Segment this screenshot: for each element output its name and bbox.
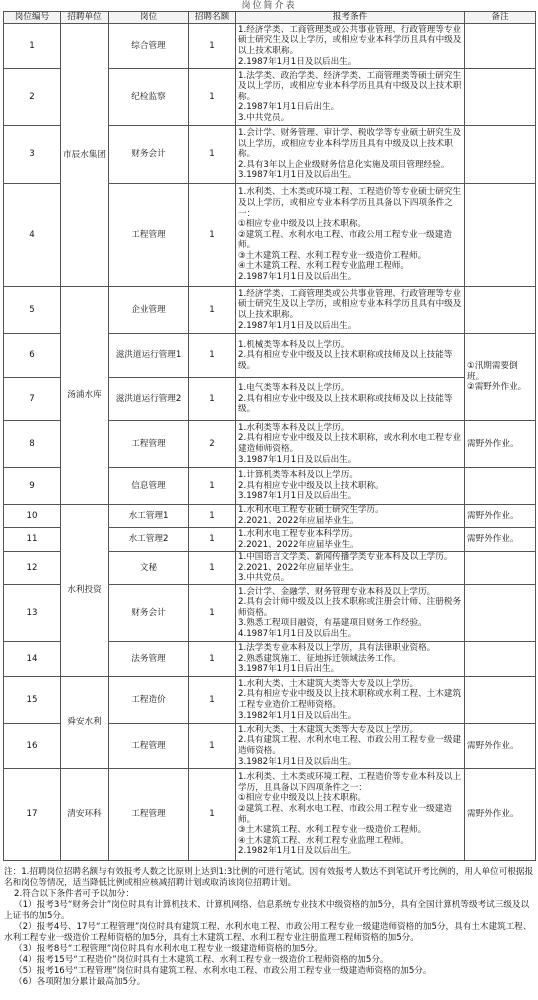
requirements: 1.中国语言文学类、新闻传播学类专业本科及以上学历。 2.2021、2022年应届毕业生。 3.中共党员。 <box>236 552 465 585</box>
remarks: 需野外作业。 <box>465 724 536 769</box>
post-id: 11 <box>4 528 61 552</box>
unit-cell: 舜安水利 <box>61 677 109 769</box>
post-name: 工程管理 <box>109 724 189 769</box>
remarks: 需野外作业。 <box>465 528 536 552</box>
table-row <box>4 287 536 334</box>
quota: 1 <box>189 552 236 585</box>
header-unit: 招聘单位 <box>61 12 109 24</box>
quota: 1 <box>189 378 236 421</box>
requirements: 1.法学类、政治学类、经济学类、工商管理类等硕士研究生及以上学历，或相应专业本科学历且具有中级及以上技术职称。 2.1987年1月1日后出生。 3.中共党员。 <box>236 69 465 126</box>
note-paragraph: 注：1.招聘岗位招聘名额与有效报考人数之比原则上达到1:3比例的可进行笔试。因有效报考人数达不到笔试开考比例的，用人单位可根据报名和岗位等情况，适当降低比例或相应核减招聘计划或取消该岗位招聘计划。 <box>4 867 534 888</box>
post-id: 16 <box>4 724 61 769</box>
post-name: 滋洪道运行管理2 <box>109 378 189 421</box>
requirements: 1.计算机类等本科及以上学历。 2.具有相应专业中级及以上技术职称。 3.1987年1月1日及以后出生。 <box>236 468 465 505</box>
post-name: 企业管理 <box>109 287 189 334</box>
post-name: 信息管理 <box>109 468 189 505</box>
post-name: 工程造价 <box>109 677 189 724</box>
post-id: 6 <box>4 334 61 378</box>
requirements: 1.水利类、土木类或环境工程、工程造价等专业硕士研究生及以上学历，或相应专业本科学历且具备以下四项条件之一： ①相应专业中级及以上技术职称。 ②建筑工程、水利水电工程、市政公用工程专业一级建造师。 ③土木建筑工程、水利工程专业一级造价工程师。 ④土木建筑工程、水利工程专业监理工程师。 2.1987年1月1日及以后出生。 <box>236 184 465 287</box>
remarks <box>465 287 536 334</box>
note-paragraph: （3）报考8号“工程管理”岗位时具有水利水电工程专业一级建造师资格的加5分。 <box>14 944 323 954</box>
post-name: 滋洪道运行管理1 <box>109 334 189 378</box>
post-id: 10 <box>4 505 61 528</box>
quota: 1 <box>189 724 236 769</box>
unit-cell: 清安环科 <box>61 769 109 861</box>
requirements: 1.会计学、金融学、财务管理专业本科及以上学历。 2.具有会计师中级及以上技术职称或注册会计师、注册税务师资格。 3.熟悉工程项目融资，有基建项目财务工作经验。 4.1987年1月1日及以后出生。 <box>236 585 465 642</box>
post-name: 文秘 <box>109 552 189 585</box>
table-row <box>4 677 536 724</box>
note-paragraph: （5）报考16号“工程管理”岗位时具有建筑工程、水利水电工程、市政公用工程专业一级建造师资格的加5分。 <box>14 966 432 976</box>
requirements: 1.水利类等本科及以上学历。 2.具有相应专业中级及以上技术职称，或水利水电工程专业建造师师资格。 3.1987年1月1日及以后出生。 <box>236 421 465 468</box>
remarks <box>465 184 536 287</box>
quota: 1 <box>189 126 236 184</box>
remarks <box>465 468 536 505</box>
header-remarks: 备注 <box>465 12 536 24</box>
requirements: 1.经济学类、工商管理类或公共事业管理、行政管理等专业硕士研究生及以上学历，或相应专业本科学历且具有中级及以上技术职称。 2.1987年1月1日及以后出生。 <box>236 287 465 334</box>
remarks <box>465 677 536 724</box>
quota: 1 <box>189 334 236 378</box>
quota: 2 <box>189 421 236 468</box>
post-name: 水工管理2 <box>109 528 189 552</box>
requirements: 1.电气类等本科及以上学历。 2.具有相应专业中级及以上技术职称或技师及以上技能等级。 <box>236 378 465 421</box>
note-paragraph: （2）报考4号、17号“工程管理”岗位时具有建筑工程、水利水电工程、市政公用工程专业一级建造师资格的加5分，具有土木建筑工程、水利工程专业一级造价工程师资格的加5分，具有土木建筑工程、水利工程专业注册监理工程师资格的加5分。 <box>4 922 532 943</box>
note-paragraph: （4）报考15号“工程造价”岗位时具有土木建筑工程、水利工程专业一级造价工程师资格的加5分。 <box>14 955 389 965</box>
post-id: 13 <box>4 585 61 642</box>
post-name: 法务管理 <box>109 642 189 677</box>
post-id: 5 <box>4 287 61 334</box>
post-name: 纪检监察 <box>109 69 189 126</box>
post-id: 3 <box>4 126 61 184</box>
post-id: 2 <box>4 69 61 126</box>
header-quota: 招聘名额 <box>189 12 236 24</box>
remarks: 需野外作业。 <box>465 505 536 528</box>
quota: 1 <box>189 642 236 677</box>
post-id: 15 <box>4 677 61 724</box>
remarks: ①汛期需要倒班。 ②需野外作业。 <box>465 334 536 421</box>
post-id: 14 <box>4 642 61 677</box>
unit-cell: 市辰水集团 <box>61 24 109 287</box>
requirements: 1.水利水电工程专业硕士研究生学历。 2.2021、2022年应届毕业生。 <box>236 505 465 528</box>
notes-section <box>4 867 534 988</box>
header-requirements: 报考条件 <box>236 12 465 24</box>
table-title: 岗位简介表 <box>241 1 297 11</box>
quota: 1 <box>189 468 236 505</box>
post-id: 12 <box>4 552 61 585</box>
quota: 1 <box>189 528 236 552</box>
requirements: 1.经济学类、工商管理类或公共事业管理、行政管理等专业硕士研究生及以上学历，或相应专业本科学历且具有中级及以上技术职称。 2.1987年1月1日及以后出生。 <box>236 24 465 69</box>
quota: 1 <box>189 184 236 287</box>
quota: 1 <box>189 287 236 334</box>
requirements: 1.机械类等本科及以上学历。 2.具有相应专业中级及以上技术职称或技师及以上技能等级。 <box>236 334 465 378</box>
post-id: 4 <box>4 184 61 287</box>
table-row <box>4 505 536 528</box>
remarks: 需野外作业。 <box>465 421 536 468</box>
requirements: 1.水利水电工程专业本科学历。 2.2021、2022年应届毕业生。 <box>236 528 465 552</box>
header-post: 岗位 <box>109 12 189 24</box>
requirements: 1.水利大类、土木建筑大类等大专及以上学历。 2.具有建筑工程、水利水电工程、市政公用工程专业一级建造师资格。 3.1982年1月1日及以后出生。 <box>236 724 465 769</box>
post-id: 1 <box>4 24 61 69</box>
remarks <box>465 585 536 642</box>
quota: 1 <box>189 677 236 724</box>
remarks <box>465 24 536 69</box>
quota: 1 <box>189 585 236 642</box>
quota: 1 <box>189 24 236 69</box>
post-name: 财务会计 <box>109 126 189 184</box>
remarks <box>465 552 536 585</box>
unit-cell: 汤浦水库 <box>61 287 109 505</box>
post-name: 综合管理 <box>109 24 189 69</box>
post-id: 7 <box>4 378 61 421</box>
post-id: 9 <box>4 468 61 505</box>
quota: 1 <box>189 505 236 528</box>
note-paragraph: （1）报考3号“财务会计”岗位时具有计算机技术、计算机网络、信息系统专业技术中级资格的加5分，具有全国计算机等级考试三级及以上证书的加5分。 <box>4 900 530 921</box>
post-name: 工程管理 <box>109 184 189 287</box>
requirements: 1.水利类、土木类或环境工程、工程造价等专业本科及以上学历，且具备以下四项条件之一： ①相应专业中级及以上技术职称。 ②建筑工程、水利水电工程、市政公用工程专业一级建造师。 ③土木建筑工程、水利工程专业一级造价工程师。 ④土木建筑工程、水利工程专业监理工程师。 2.1982年1月1日及以后出生。 <box>236 769 465 861</box>
note-paragraph: （6）各项附加分累计最高加5分。 <box>14 977 146 987</box>
requirements: 1.法学类专业本科及以上学历，具有法律职业资格。 2.熟悉建筑施工、征地拆迁领域法务工作。 3.1987年1月1日后出生。 <box>236 642 465 677</box>
unit-cell: 水利投资 <box>61 505 109 677</box>
requirements: 1.会计学、财务管理、审计学、税收学等专业硕士研究生及以上学历，或相应专业本科学历且具有中级及以上技术职称。 2.具有3年以上企业级财务信息化实施及项目管理经验。 3.1987年1月1日及以后出生。 <box>236 126 465 184</box>
header-post-id: 岗位编号 <box>4 12 61 24</box>
note-paragraph: 2.符合以下条件者可予以加分： <box>14 889 134 899</box>
post-name: 工程管理 <box>109 769 189 861</box>
post-name: 水工管理1 <box>109 505 189 528</box>
post-name: 工程管理 <box>109 421 189 468</box>
header-row <box>4 12 536 24</box>
quota: 1 <box>189 769 236 861</box>
job-table <box>3 11 536 861</box>
remarks <box>465 642 536 677</box>
post-name: 财务会计 <box>109 585 189 642</box>
remarks: 需野外作业。 <box>465 769 536 861</box>
remarks <box>465 126 536 184</box>
post-id: 8 <box>4 421 61 468</box>
requirements: 1.水利大类、土木建筑大类等大专及以上学历。 2.具有相应专业中级及以上技术职称或水利工程、土木建筑工程专业造价工程师资格。 3.1982年1月1日及以后出生。 <box>236 677 465 724</box>
table-row <box>4 24 536 69</box>
post-id: 17 <box>4 769 61 861</box>
remarks <box>465 69 536 126</box>
quota: 1 <box>189 69 236 126</box>
table-row <box>4 769 536 861</box>
